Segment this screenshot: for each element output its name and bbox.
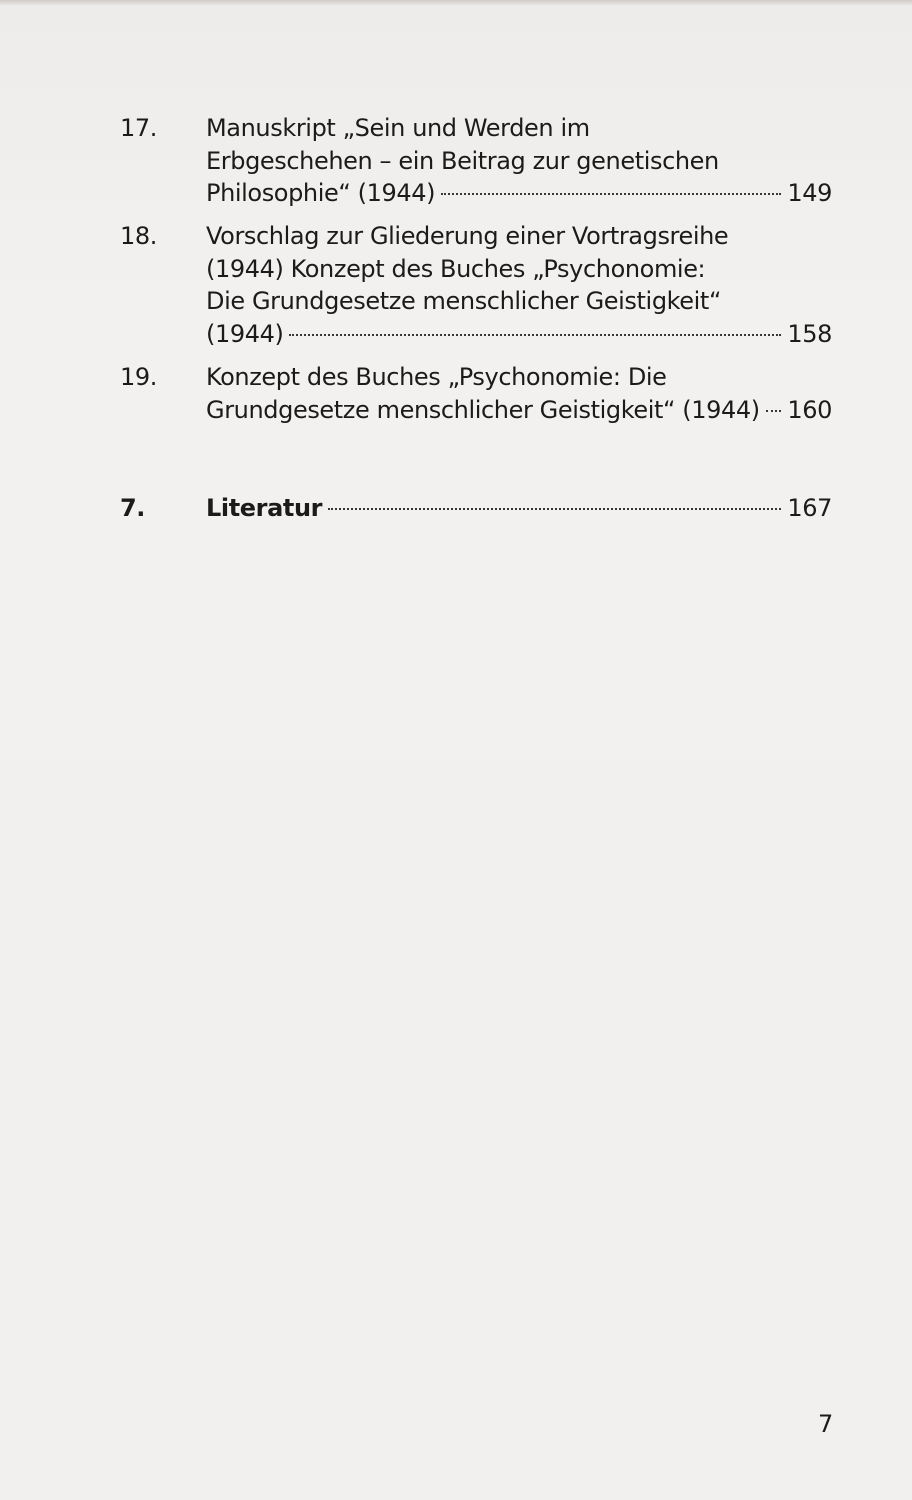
toc-entry-line: Die Grundgesetze menschlicher Geistigkeit“ bbox=[206, 287, 721, 315]
toc-entry-line: Philosophie“ (1944) bbox=[206, 179, 436, 207]
toc-entry-last-line bbox=[206, 394, 832, 427]
toc-page-ref: 149 bbox=[787, 179, 832, 207]
toc-chapter-number: 7. bbox=[120, 494, 146, 522]
toc-entry-line: (1944) Konzept des Buches „Psychonomie: bbox=[206, 254, 706, 283]
toc-entry-line: Manuskript „Sein und Werden im bbox=[206, 114, 590, 142]
page-top-edge bbox=[0, 0, 912, 6]
toc-entry-18 bbox=[120, 220, 832, 352]
toc-entry-line: Vorschlag zur Gliederung einer Vortragsreihe bbox=[206, 222, 729, 250]
leader-dots bbox=[766, 410, 782, 412]
leader-dots bbox=[289, 334, 781, 336]
toc-entry-line: (1944) bbox=[206, 319, 284, 348]
toc-entry-19 bbox=[120, 361, 832, 429]
toc-entry-17 bbox=[120, 112, 832, 212]
leader-dots bbox=[328, 508, 781, 510]
toc-chapter-line bbox=[206, 492, 832, 525]
toc-entry-line: Grundgesetze menschlicher Geistigkeit“ (1944) bbox=[206, 395, 760, 424]
page-number: 7 bbox=[818, 1410, 834, 1438]
toc-entry-last-line bbox=[206, 177, 832, 210]
toc-chapter-title: Literatur bbox=[206, 494, 323, 522]
toc-page-ref: 158 bbox=[787, 319, 832, 348]
toc-entry-number: 19. bbox=[120, 363, 157, 391]
toc-entry-number: 17. bbox=[120, 114, 157, 142]
toc-page-ref: 160 bbox=[787, 395, 832, 424]
toc-entry-text bbox=[206, 220, 832, 350]
toc-page-ref: 167 bbox=[787, 494, 832, 522]
toc-entry-line: Konzept des Buches „Psychonomie: Die bbox=[206, 363, 667, 391]
toc-entry-text bbox=[206, 361, 832, 426]
toc-entry-number: 18. bbox=[120, 222, 157, 250]
toc-entry-line: Erbgeschehen – ein Beitrag zur genetischen bbox=[206, 146, 719, 175]
toc-entry-text bbox=[206, 112, 832, 210]
toc-chapter-literatur bbox=[120, 492, 832, 528]
toc-chapter-text bbox=[206, 492, 832, 525]
leader-dots bbox=[441, 193, 781, 195]
toc-entry-last-line bbox=[206, 318, 832, 351]
